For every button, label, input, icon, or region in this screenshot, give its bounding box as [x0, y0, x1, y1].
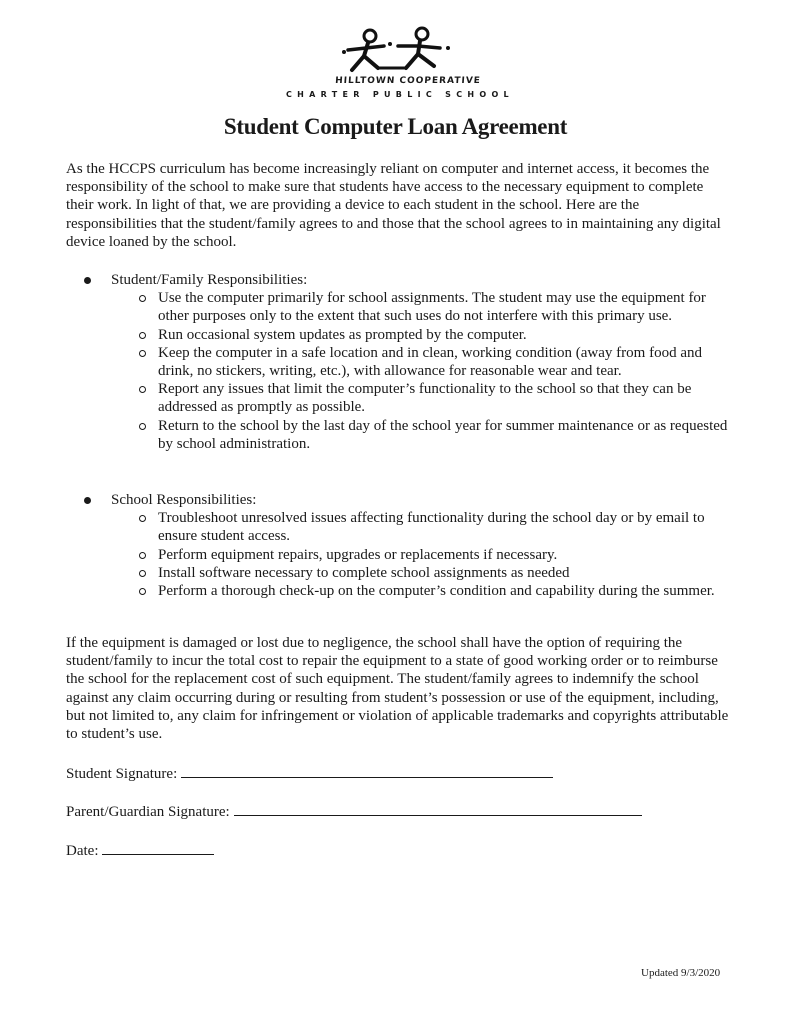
list-item: Troubleshoot unresolved issues affecting functionality during the school day or by email to ensure student access.: [84, 509, 734, 545]
updated-date: Updated 9/3/2020: [641, 967, 721, 979]
parent-signature-label: Parent/Guardian Signature:: [66, 804, 230, 820]
bullet-icon: [84, 497, 91, 504]
list-item: Run occasional system updates as prompted by the computer.: [84, 326, 734, 344]
dancing-figures-icon: [272, 26, 528, 76]
date-label: Date:: [66, 843, 99, 859]
circle-bullet-icon: [139, 515, 146, 522]
circle-bullet-icon: [139, 588, 146, 595]
bullet-icon: [84, 277, 91, 284]
circle-bullet-icon: [139, 350, 146, 357]
school-responsibilities: [84, 491, 734, 600]
circle-bullet-icon: [139, 386, 146, 393]
list-item: Install software necessary to complete school assignments as needed: [84, 564, 734, 582]
list-item: Perform equipment repairs, upgrades or replacements if necessary.: [84, 546, 734, 564]
school-logo: [272, 26, 528, 106]
student-signature-line[interactable]: [181, 765, 553, 778]
section-heading: [84, 491, 734, 509]
date-field[interactable]: [66, 842, 214, 860]
list-item: Return to the school by the last day of the school year for summer maintenance or as requested by school administration.: [84, 417, 734, 453]
circle-bullet-icon: [139, 423, 146, 430]
list-item: Keep the computer in a safe location and in clean, working condition (away from food and drink, no stickers, writing, etc.), with allowance for reasonable wear and tear.: [84, 344, 734, 380]
section-heading: [84, 271, 734, 289]
logo-text-line2: CHARTER PUBLIC SCHOOL: [286, 90, 514, 99]
responsibility-list: [84, 509, 734, 600]
closing-paragraph: If the equipment is damaged or lost due to negligence, the school shall have the option of requiring the student/family to incur the total cost to repair the equipment to a state of good working order or to reimburse the school for the replacement cost of such equipment. The student/family agrees to indemnify the school against any claim occurring during or resulting from student’s possession or use of the equipment, including, but not limited to, any claim for infringement or violation of applicable trademarks and copyrights attributable to student’s use.: [66, 635, 729, 743]
logo-text-line1: HILLTOWN COOPERATIVE: [334, 76, 482, 86]
parent-signature-line[interactable]: [234, 803, 642, 816]
circle-bullet-icon: [139, 570, 146, 577]
responsibility-list: [84, 289, 734, 453]
student-family-responsibilities: [84, 271, 734, 453]
date-line[interactable]: [102, 842, 214, 855]
circle-bullet-icon: [139, 295, 146, 302]
section-heading-text: School Responsibilities:: [111, 492, 257, 508]
section-heading-text: Student/Family Responsibilities:: [111, 272, 308, 288]
page-title: Student Computer Loan Agreement: [223, 114, 568, 139]
student-signature-label: Student Signature:: [66, 766, 178, 782]
student-signature-field[interactable]: [66, 765, 553, 783]
list-item: Use the computer primarily for school assignments. The student may use the equipment for other purposes only to the extent that such uses do not interfere with this primary use.: [84, 289, 734, 325]
circle-bullet-icon: [139, 552, 146, 559]
list-item: Perform a thorough check-up on the computer’s condition and capability during the summer.: [84, 582, 734, 600]
list-item: Report any issues that limit the computer’s functionality to the school so that they can be addressed as promptly as possible.: [84, 380, 734, 416]
intro-paragraph: As the HCCPS curriculum has become increasingly reliant on computer and internet access, it becomes the responsibility of the school to make sure that students have access to the necessary equipment to complete their work. In light of that, we are providing a device to each student in the school. Here are the responsibilities that the student/family agrees to and those that the school agrees to in maintaining any digital device loaned by the school.: [66, 161, 721, 250]
parent-signature-field[interactable]: [66, 803, 642, 821]
circle-bullet-icon: [139, 332, 146, 339]
